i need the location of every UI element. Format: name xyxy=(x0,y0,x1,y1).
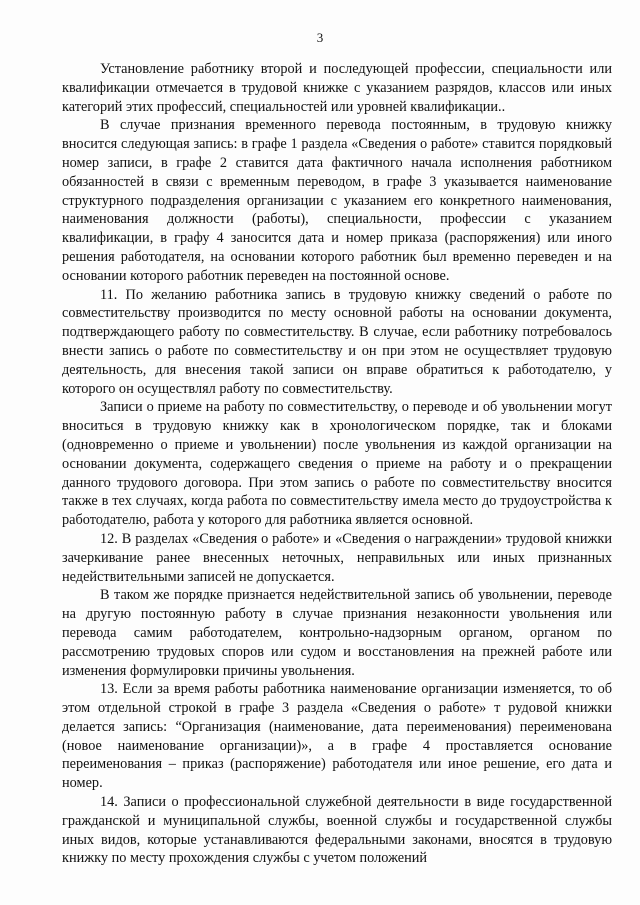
paragraph-temporary-transfer: В случае признания временного перевода постоянным, в трудовую книжку вносится следующая запись: в графе 1 раздела «Сведения о работе» ставится порядковый номер записи, в графе 2 ставится дата фактичного начала исполнения работником обязанностей в связи с временным переводом, в графе 3 указывается наименование структурного подразделения организации с указанием его конкретного наименования, наименования должности (работы), специальности, профессии с указанием квалификации, в графу 4 заносится дата и номер приказа (распоряжения) или иного решения работодателя, на основании которого работник был временно переведен и на основании которого работник переведен на постоянной основе. xyxy=(62,117,612,284)
paragraph-invalid-dismissal-record: В таком же порядке признается недействительной запись об увольнении, переводе на другую постоянную работу в случае признания незаконности увольнения или перевода самим работодателем, контрольно-надзорным органом, органом по рассмотрению трудовых споров или судом и восстановления на прежней работе или изменения формулировки причины увольнения. xyxy=(62,587,612,679)
paragraph-additional-profession: Установление работнику второй и последующей профессии, специальности или квалификации отмечается в трудовой книжке с указанием разрядов, классов или иных категорий этих профессий, специальностей или уровней квалификации.. xyxy=(62,61,612,115)
paragraph-part-time-records: Записи о приеме на работу по совместительству, о переводе и об увольнении могут вноситься в трудовую книжку как в хронологическом порядке, так и блоками (одновременно о приеме и увольнении) после увольнения из каждой организации на основании документа, содержащего сведения о приеме на работу и о прекращении данного трудового договора. При этом запись о работе по совместительству вносится также в тех случаях, когда работа по совместительству имела место до трудоустройства к работодателю, работа у которого для работника является основной. xyxy=(62,399,612,529)
paragraph-12-no-strikethrough: 12. В разделах «Сведения о работе» и «Сведения о награждении» трудовой книжки зачеркивание ранее внесенных неточных, неправильных или иных признанных недействительными записей не допускается. xyxy=(62,530,612,585)
paragraph-13-organization-rename: 13. Если за время работы работника наименование организации изменяется, то об этом отдельной строкой в графе 3 раздела «Сведения о работе» т рудовой книжки делается запись: “Организация (наименование, дата переименования) переименована (новое наименование организации)», а в графе 4 проставляется основание переименования – приказ (распоряжение) работодателя или иное решение, его дата и номер. xyxy=(62,681,612,792)
document-body xyxy=(62,60,612,868)
paragraph-14-public-service: 14. Записи о профессиональной служебной деятельности в виде государственной гражданской и муниципальной службы, военной службы и государственной службы иных видов, которые устанавливаются федеральными законами, вносятся в трудовую книжку по месту прохождения службы с учетом положений xyxy=(62,794,612,867)
paragraph-11-part-time-work: 11. По желанию работника запись в трудовую книжку сведений о работе по совместительству производится по месту основной работы на основании документа, подтверждающего работу по совместительству. В случае, если работнику потребовалось внести запись о работе по совместительству и он при этом не осуществляет трудовую деятельность, для внесения такой записи он вправе обратиться к работодателю, у которого он осуществлял работу по совместительству. xyxy=(62,286,612,397)
page-number: 3 xyxy=(316,30,324,45)
